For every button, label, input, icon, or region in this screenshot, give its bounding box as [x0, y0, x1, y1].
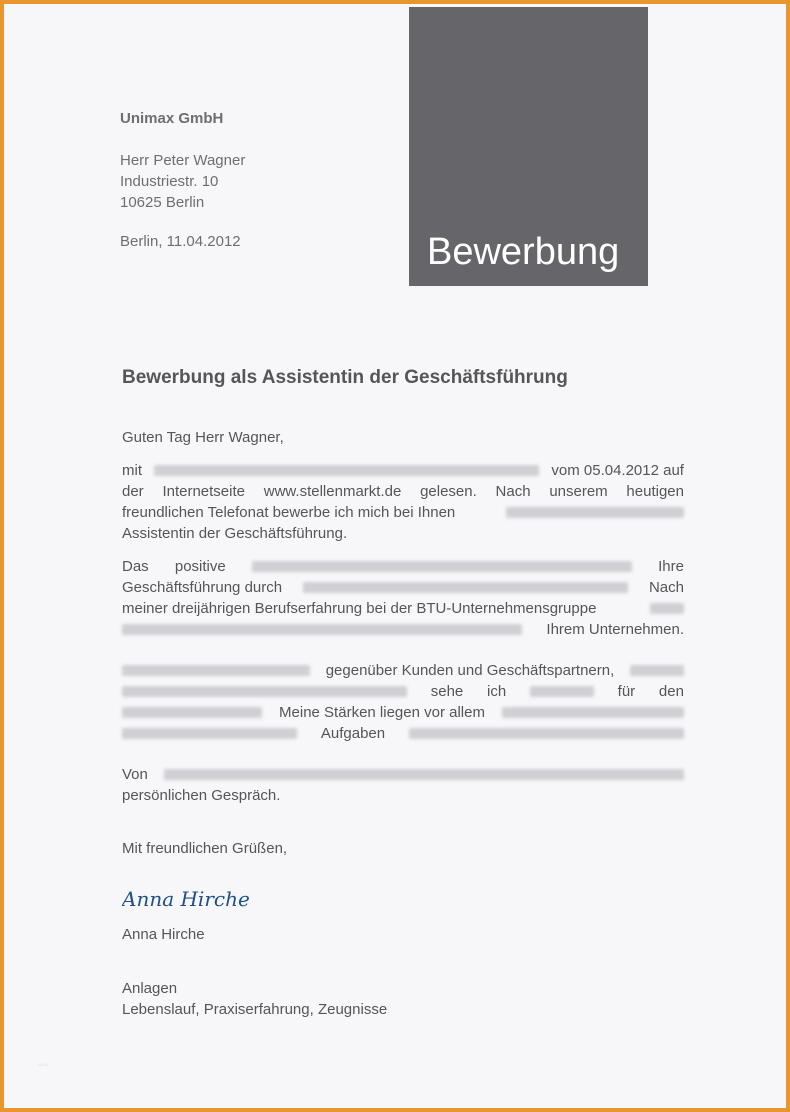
redacted-text — [502, 707, 684, 718]
redacted-text — [122, 728, 297, 739]
redacted-text — [122, 686, 407, 697]
redacted-text — [650, 603, 684, 614]
text-fragment: vom 05.04.2012 auf — [551, 462, 684, 479]
redacted-text — [252, 561, 632, 572]
text-fragment: unserem — [549, 483, 608, 500]
text-fragment: Meine Stärken liegen vor allem — [279, 704, 485, 721]
text-fragment: persönlichen Gespräch. — [122, 787, 281, 804]
text-fragment: gelesen. — [420, 483, 477, 500]
text-fragment: den — [658, 683, 684, 700]
redacted-text — [530, 686, 594, 697]
text-fragment: freundlichen Telefonat bewerbe ich mich bei Ihnen — [122, 504, 456, 521]
redacted-text — [122, 707, 262, 718]
attachments-list: Lebenslauf, Praxiserfahrung, Zeugnisse — [122, 1001, 388, 1018]
text-fragment: Ihre — [658, 558, 684, 575]
text-fragment: meiner dreijährigen Berufserfahrung bei der BTU-Unternehmensgruppe — [122, 600, 597, 617]
banner-title: Bewerbung — [427, 231, 620, 273]
redacted-text — [409, 728, 684, 739]
paragraph-1 — [122, 460, 684, 544]
redacted-text — [154, 465, 539, 476]
handwritten-signature — [122, 879, 262, 915]
text-fragment: Assistentin der Geschäftsführung. — [122, 525, 348, 542]
letter-subject: Bewerbung als Assistentin der Geschäftsführung — [122, 367, 568, 388]
text-fragment: Aufgaben — [320, 725, 386, 742]
attachments-label: Anlagen — [122, 980, 178, 997]
redacted-text — [303, 582, 628, 593]
redacted-text — [164, 769, 684, 780]
text-fragment: heutigen — [626, 483, 684, 500]
text-fragment: www.stellenmarkt.de — [263, 483, 402, 500]
signature-text: Anna Hirche — [122, 887, 250, 911]
text-fragment: für — [617, 683, 636, 700]
text-fragment: der — [122, 483, 144, 500]
address-line: Industriestr. 10 — [120, 173, 219, 190]
paragraph-3 — [122, 660, 684, 744]
text-fragment: Internetseite — [162, 483, 245, 500]
address-line: 10625 Berlin — [120, 194, 205, 211]
text-fragment: positive — [174, 558, 226, 575]
sender-name: Anna Hirche — [122, 926, 205, 943]
text-fragment: Nach — [648, 579, 684, 596]
redacted-text — [506, 507, 684, 518]
text-fragment: Geschäftsführung durch — [122, 579, 283, 596]
redacted-text — [122, 665, 310, 676]
watermark-mark: ◦◦◦ — [38, 1060, 49, 1071]
redacted-text — [122, 624, 522, 635]
recipient-address — [120, 150, 245, 213]
text-fragment: mit — [122, 462, 142, 479]
text-fragment: Von — [122, 766, 148, 783]
redacted-text — [630, 665, 684, 676]
closing: Mit freundlichen Grüßen, — [122, 840, 288, 857]
letter-date: Berlin, 11.04.2012 — [120, 233, 241, 250]
address-line: Herr Peter Wagner — [120, 152, 246, 169]
title-banner — [409, 7, 648, 286]
text-fragment: Nach — [495, 483, 531, 500]
paragraph-2 — [122, 556, 684, 640]
recipient-company: Unimax GmbH — [120, 110, 224, 127]
text-fragment: sehe — [430, 683, 464, 700]
salutation: Guten Tag Herr Wagner, — [122, 429, 284, 446]
paragraph-4 — [122, 764, 684, 806]
text-fragment: Das — [122, 558, 149, 575]
text-fragment: gegenüber Kunden und Geschäftspartnern, — [325, 662, 615, 679]
text-fragment: Ihrem Unternehmen. — [546, 621, 684, 638]
text-fragment: ich — [487, 683, 507, 700]
